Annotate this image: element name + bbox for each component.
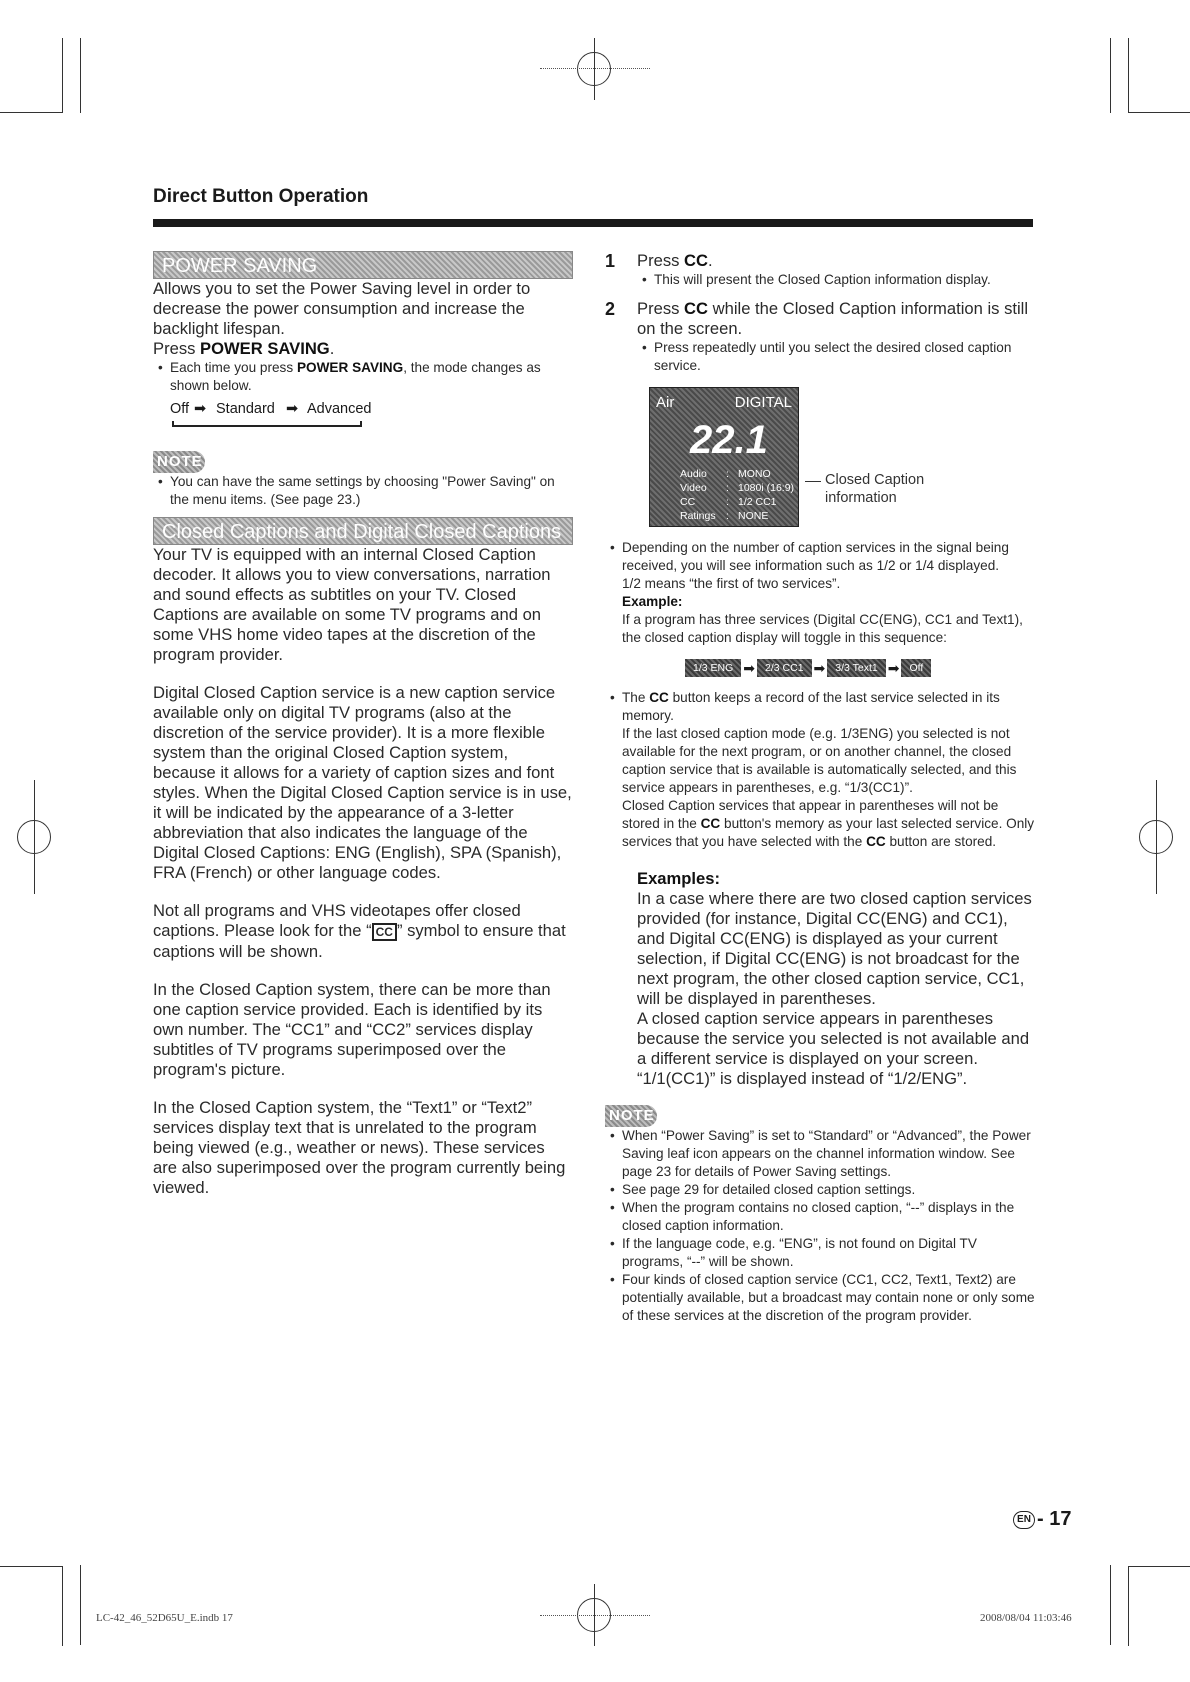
captions-p2: Digital Closed Caption service is a new caption service available only on digital TV programs (also at the discretion of the service provider). It is a more flexible system than the original Closed Caption system, because it allows for a variety of caption sizes and font styles. When the Digital Closed Caption service is in use, it will be indicated by the appearance of a 3-letter abbreviation that also indicates the language of the Digital Closed Captions: ENG (English), SPA (Spanish), FRA (French) or other language codes. [153,683,572,882]
tv-air: Air [656,394,675,411]
sequence-item: 3/3 Text1 [827,659,885,677]
power-saving-heading: POWER SAVING [153,251,573,279]
power-saving-bullet: • Each time you press POWER SAVING, the mode changes as shown below. [153,359,573,395]
info-bullet-2-p2: If the last closed caption mode (e.g. 1/3ENG) you selected is not available for the next program, or on another channel, the closed caption service that is available is automatically selected, and this service appears in parentheses, e.g. “1/3(CC1)”. [622,726,1017,795]
tv-channel: 22.1 [690,418,768,462]
tv-row-label: Audio [680,468,707,480]
sequence-item: Off [901,659,931,677]
cycle-arrow-icon: ➡ [194,401,207,417]
sequence-item: 1/3 ENG [685,659,741,677]
sequence-item: 2/3 CC1 [757,659,812,677]
step-1-sub: • This will present the Closed Caption information display. [637,271,1035,289]
arrow-icon: ➡ [743,659,756,676]
examples-p2: A closed caption service appears in parentheses because the service you selected is not available and a different service is displayed on your screen. “1/1(CC1)” is displayed instead of “1/2/ENG”. [637,1009,1030,1088]
power-saving-note: • You can have the same settings by choosing "Power Saving" on the menu items. (See page 23.) [153,473,573,509]
cycle-arrow-icon: ➡ [286,401,299,417]
note-item: • When the program contains no closed caption, “--” displays in the closed caption information. [605,1199,1035,1235]
power-saving-intro: Allows you to set the Power Saving level in order to decrease the power consumption and increase the backlight lifespan. [153,279,531,338]
examples-p1: In a case where there are two closed caption services provided (for instance, Digital CC(ENG) and CC1), and Digital CC(ENG) is displayed as your current selection, if Digital CC(ENG) is not broadcast for the next program, the other closed caption service, CC1, will be displayed in parentheses. [637,889,1032,1008]
note-item: • When “Power Saving” is set to “Standard” or “Advanced”, the Power Saving leaf icon appears on the channel information window. See page 23 for details of Power Saving settings. [605,1127,1035,1181]
info-bullet-2: • The CC button keeps a record of the last service selected in its memory. [605,689,1035,725]
power-saving-key: POWER SAVING [200,339,330,358]
cc-info-display [649,387,994,527]
page-number: EN - 17 [1013,1508,1071,1531]
captions-heading: Closed Captions and Digital Closed Captions [153,517,573,545]
title-rule [153,219,1033,227]
footer-filename: LC-42_46_52D65U_E.indb 17 [96,1612,233,1624]
note-item: • If the language code, e.g. “ENG”, is not found on Digital TV programs, “--” will be shown. [605,1235,1035,1271]
step-2: 2 Press CC while the Closed Caption information is still on the screen. • Press repeatedly until you select the desired closed caption service. [605,299,1035,375]
note-badge: NOTE [605,1105,657,1127]
power-saving-press: Press POWER SAVING. [153,339,335,358]
cc-key: CC [684,299,708,318]
power-saving-cycle [170,401,573,431]
tv-row-value: NONE [738,510,769,522]
example-text: If a program has three services (Digital CC(ENG), CC1 and Text1), the closed caption display will toggle in this sequence: [622,612,1023,645]
tv-digital: DIGITAL [734,394,792,411]
captions-p3: Not all programs and VHS videotapes offer closed captions. Please look for the “ CC ” symbol to ensure that captions will be shown. [153,901,566,961]
note-item: • See page 29 for detailed closed caption settings. [605,1181,1035,1199]
info-bullet-2-p3: Closed Caption services that appear in parentheses will not be stored in the CC button's memory as your last selected service. Only services that you have selected with the CC button are stored. [622,798,1035,849]
note-item: • Four kinds of closed caption service (CC1, CC2, Text1, Text2) are potentially available, but a broadcast may contain none or only some of these services at the discretion of the program provider. [605,1271,1035,1325]
info-bullet-1: • Depending on the number of caption services in the signal being received, you will see information such as 1/2 or 1/4 displayed. 1/2 means “the first of two services”. [605,539,1035,593]
step-2-sub: • Press repeatedly until you select the desired closed caption service. [637,339,1035,375]
section-title: Direct Button Operation [153,186,369,207]
cycle-advanced: Advanced [307,401,372,417]
tv-row-value: 1/2 CC1 [738,496,777,508]
tv-row-label: Video [680,482,707,494]
arrow-icon: ➡ [887,659,900,676]
cycle-off: Off [170,401,190,417]
right-column [605,251,1035,1325]
cycle-standard: Standard [216,401,275,417]
step-number: 2 [605,299,616,319]
cycle-loop-arrow [172,421,362,427]
step-1: 1 Press CC. • This will present the Closed Caption information display. [605,251,1035,289]
cc-symbol-icon: CC [372,923,397,941]
step-number: 1 [605,251,616,271]
example-label: Example: [622,594,683,609]
examples-label: Examples: [637,869,721,888]
left-column [153,251,573,1198]
callout-label: Closed Caption information [825,472,925,506]
language-badge: EN [1013,1511,1035,1529]
tv-row-value: 1080i (16:9) [738,482,795,494]
cc-key: CC [684,251,708,270]
cc-sequence [685,657,1035,679]
tv-row-value: MONO [738,468,771,480]
tv-row-label: Ratings [680,510,716,522]
captions-p5: In the Closed Caption system, the “Text1” or “Text2” services display text that is unrelated to the program being viewed (e.g., weather or news). These services are also superimposed over the program currently being viewed. [153,1098,566,1197]
tv-screen: Air DIGITAL 22.1 Audio : MONO Video : 1080i (16:9) CC : 1/2 CC1 Ratings : NONE [649,387,799,527]
callout-line [805,481,821,482]
captions-p4: In the Closed Caption system, there can be more than one caption service provided. Each is identified by its own number. The “CC1” and “CC2” services display subtitles of TV programs superimposed over the program's picture. [153,980,551,1079]
note-badge: NOTE [153,451,205,473]
tv-row-label: CC [680,496,696,508]
arrow-icon: ➡ [813,659,826,676]
captions-p1: Your TV is equipped with an internal Closed Caption decoder. It allows you to view conversations, narration and sound effects as subtitles on your TV. Closed Captions are available on some TV programs and on some VHS home video tapes at the discretion of the program provider. [153,545,551,664]
footer-date: 2008/08/04 11:03:46 [980,1612,1072,1624]
